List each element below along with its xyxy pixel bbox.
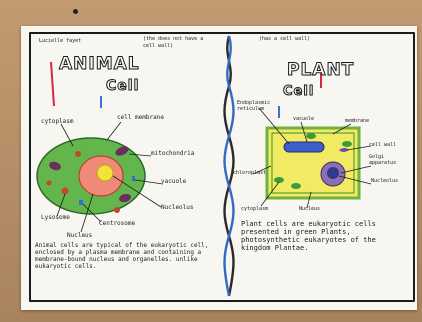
poster-paper [21,26,417,310]
chloroplast-2 [291,183,301,189]
plant-vacuole [284,142,324,152]
label-cell-wall: cell wall [369,142,397,148]
vacuole-mark [132,176,135,181]
animal-subtitle: Cell [106,78,140,94]
label-mitochondria: mitochondria [151,150,195,157]
label-nucleolus-animal: Nucleolus [161,204,194,211]
author-note: Lucielle fayet [39,38,82,44]
label-endoplasmic-reticulum: Endoplasmic reticulum [237,100,271,112]
pin-dot [73,9,78,14]
label-golgi: Golgi apparatus [369,154,397,166]
plant-header-note: (has a cell wall) [259,36,311,42]
lysosome-dot-2 [75,151,81,157]
label-nucleus-plant: Nucleus [299,206,321,212]
label-cytoplasm: cytoplasm [41,118,74,125]
chloroplast-3 [306,133,316,139]
plant-nucleolus [327,167,339,179]
animal-description: Animal cells are typical of the eukaryotic cell, enclosed by a plasma membrane and containing a membrane-bound nucleus and organelles. unlike eukaryotic cells. [35,242,209,270]
label-membrane-plant: membrane [345,118,370,124]
label-centrosome: Centrosome [99,220,136,227]
chloroplast-4 [342,141,352,147]
animal-title-red-line [51,62,54,106]
label-nucleus-animal: Nucleus [67,232,93,239]
label-chloroplast: chloroplast [233,170,267,176]
animal-nucleolus [97,165,113,181]
lysosome-dot-3 [114,207,120,213]
lysosome-dot-1 [62,188,69,195]
plant-description: Plant cells are eukaryotic cells presented in green Plants, photosynthetic eukaryotes of the kingdom Plantae. [241,220,376,252]
label-cell-membrane: cell membrane [117,114,164,121]
label-cytoplasm-plant: cytoplasm [241,206,269,212]
label-lysosome: Lysosome [41,214,70,221]
label-vacuole-plant: vacuole [293,116,315,122]
animal-title: ANIMAL [59,54,140,74]
plant-title: PLANT [287,60,355,80]
animal-header-note: (the does not have a cell wall) [143,36,204,49]
lysosome-dot-4 [47,181,52,186]
label-vacuole-animal: vacuole [161,178,187,185]
plant-subtitle: Cell [283,84,315,99]
label-nucleolus-plant: Nucleolus [371,178,399,184]
dna-divider [225,36,234,296]
centrosome-mark [79,200,83,205]
